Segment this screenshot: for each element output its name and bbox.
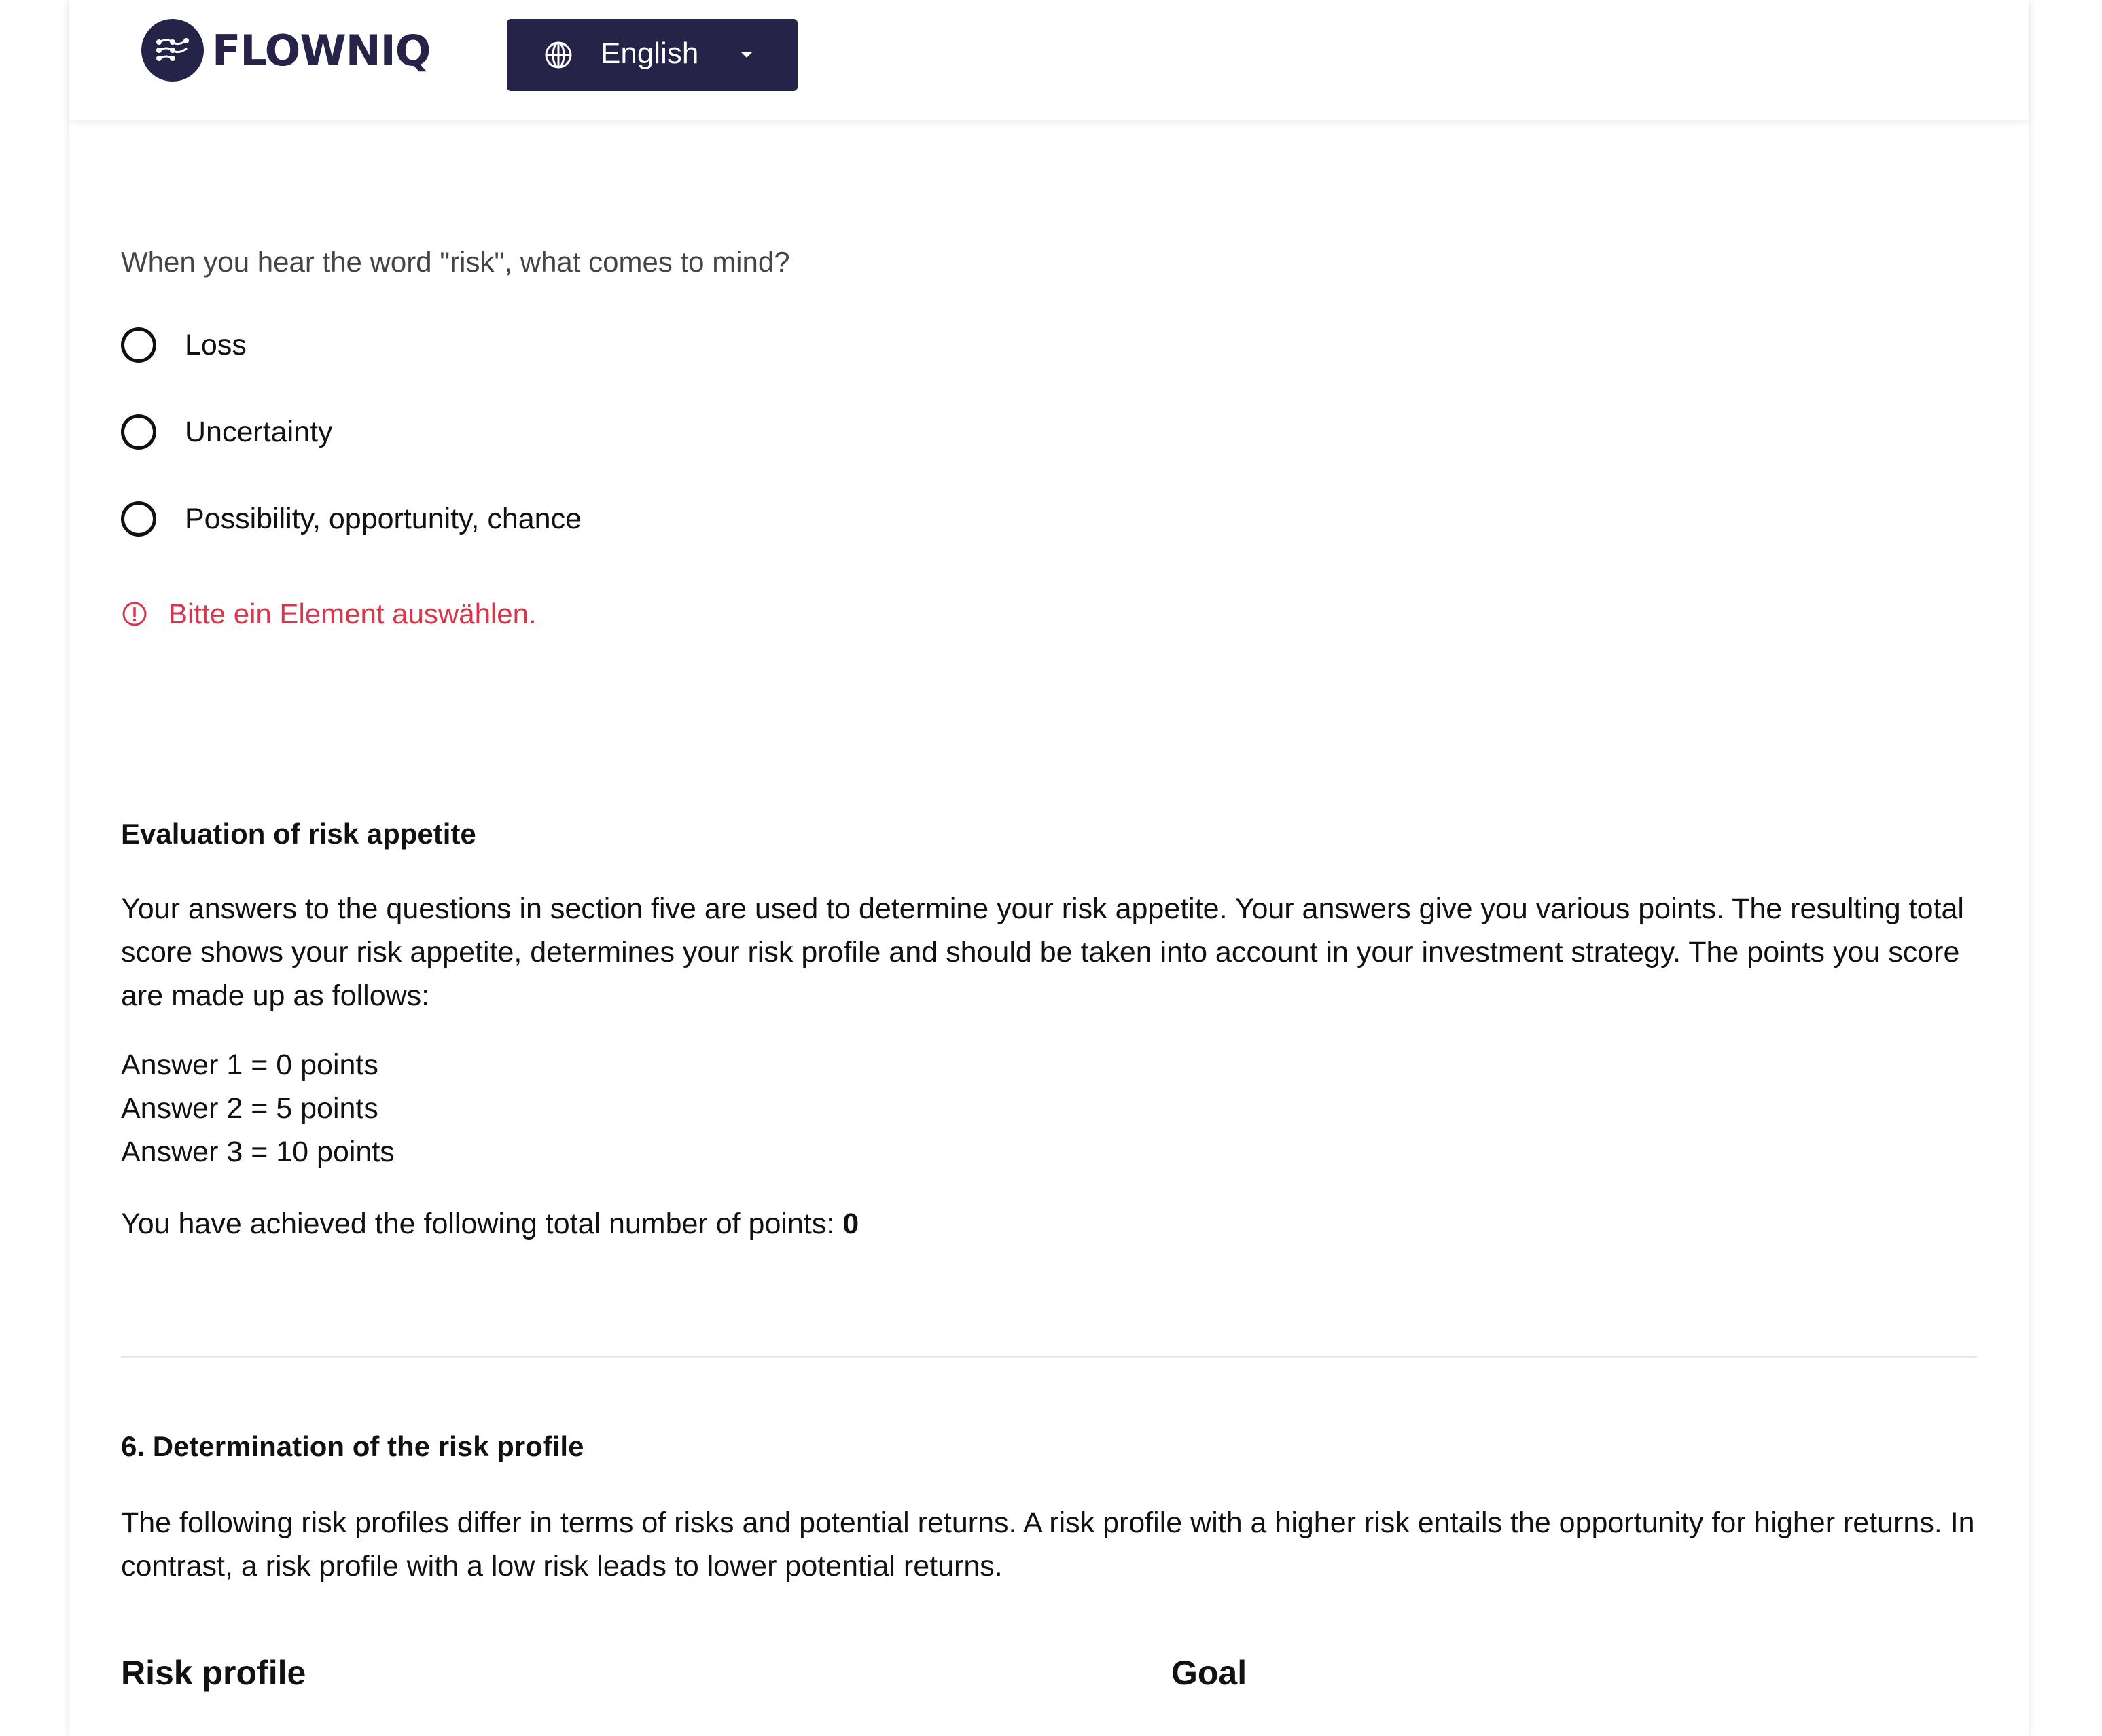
chevron-down-icon: [741, 52, 753, 58]
logo[interactable]: [141, 18, 430, 83]
column-header-risk-profile: Risk profile: [121, 1654, 306, 1692]
answer-points-line: Answer 2 = 5 points: [121, 1092, 378, 1125]
validation-error-text: Bitte ein Element auswählen.: [168, 598, 537, 630]
page-card: [69, 0, 2029, 1736]
column-header-goal: Goal: [1171, 1654, 1247, 1692]
answer-points-line: Answer 3 = 10 points: [121, 1136, 395, 1168]
question-text: When you hear the word "risk", what comes to mind?: [121, 246, 790, 278]
radio-button[interactable]: [121, 327, 156, 363]
radio-option-label: Possibility, opportunity, chance: [185, 502, 582, 535]
alert-circle-icon: [121, 600, 148, 628]
answer-points-line: Answer 1 = 0 points: [121, 1049, 378, 1081]
radio-option-uncertainty[interactable]: [121, 410, 332, 454]
radio-button[interactable]: [121, 501, 156, 537]
section-divider: [121, 1356, 1977, 1358]
total-points-line: [121, 1208, 859, 1241]
header-bar: [69, 0, 2029, 120]
section6-title: 6. Determination of the risk profile: [121, 1430, 584, 1462]
radio-option-label: Loss: [185, 328, 247, 361]
flowniq-logo-icon: [141, 19, 204, 82]
globe-icon: [544, 40, 573, 70]
logo-text: FLOWNIQ: [212, 25, 431, 75]
total-points-value: 0: [842, 1208, 859, 1240]
total-points-label: You have achieved the following total number of points:: [121, 1208, 835, 1240]
evaluation-title: Evaluation of risk appetite: [121, 818, 476, 850]
section6-paragraph: The following risk profiles differ in terms of risks and potential returns. A risk profile with a higher risk entails the opportunity for higher returns. In contrast, a risk profile with a low risk leads to lower potential returns.: [121, 1506, 1975, 1583]
radio-option-label: Uncertainty: [185, 415, 333, 448]
language-label: English: [601, 37, 699, 70]
radio-option-possibility[interactable]: [121, 497, 582, 541]
radio-button[interactable]: [121, 414, 156, 450]
radio-option-loss[interactable]: [121, 323, 247, 367]
evaluation-paragraph: Your answers to the questions in section five are used to determine your risk appetite. Your answers give you various points. The resulting total score shows your risk appetite, determines your risk profile and should be taken into account in your investment strategy. The points you score are made up as follows:: [121, 892, 1964, 1012]
language-select-button[interactable]: [507, 19, 798, 91]
validation-error: [121, 598, 537, 630]
